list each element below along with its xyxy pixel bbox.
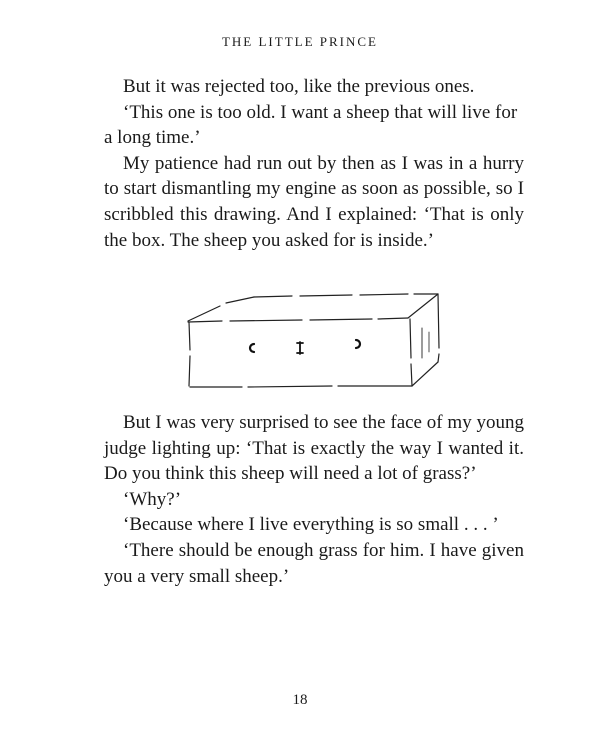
paragraph: My patience had run out by then as I was in a hurry to start dismantling my engine as soon as possible, so I scribbled this drawing. And I explained: ‘That is only the box. The sheep you asked for is inside.’ — [104, 152, 524, 251]
paragraph: But I was very surprised to see the face of my young judge lighting up: ‘That is exactly the way I wanted it. Do you think this sheep will need a lot of grass?’ — [104, 412, 524, 485]
paragraph: ‘This one is too old. I want a sheep that will live for a long time.’ — [104, 101, 518, 149]
paragraph: ‘Why?’ — [123, 488, 182, 510]
text-block-top — [104, 74, 524, 253]
paragraph: ‘There should be enough grass for him. I have given you a very small sheep.’ — [104, 539, 524, 587]
text-block-bottom — [104, 410, 524, 589]
paragraph: ‘Because where I live everything is so small . . . ’ — [123, 514, 499, 536]
paragraph: But it was rejected too, like the previous ones. — [123, 76, 475, 97]
sheep-box-drawing-icon — [182, 288, 446, 396]
running-head: THE LITTLE PRINCE — [221, 34, 379, 49]
page-number: 18 — [292, 692, 308, 708]
